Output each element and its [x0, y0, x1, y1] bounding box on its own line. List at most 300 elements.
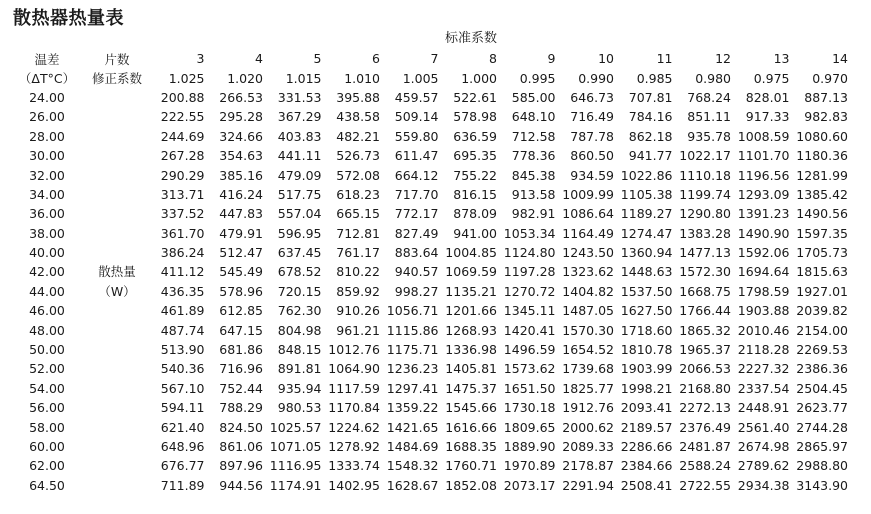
- heat-value-cell: 1815.63: [796, 264, 848, 280]
- heat-value-cell: 935.78: [687, 128, 731, 144]
- temp-diff-cell: 46.00: [29, 303, 65, 319]
- heat-value-cell: 438.58: [336, 109, 380, 125]
- coefficient-header-cell: 0.990: [578, 70, 614, 86]
- temp-diff-cell: 62.00: [29, 458, 65, 474]
- heat-value-cell: 1359.22: [386, 400, 439, 416]
- pieces-header-row: [9, 49, 851, 68]
- table-row: [9, 243, 851, 262]
- heat-value-cell: 1383.28: [679, 225, 731, 241]
- heat-value-cell: 1278.92: [328, 439, 380, 454]
- heat-value-cell: 647.15: [219, 322, 263, 338]
- heat-value-cell: 1477.13: [679, 245, 731, 261]
- heat-value-cell: 1730.18: [503, 400, 556, 416]
- heat-value-cell: 2376.49: [679, 419, 731, 435]
- temp-diff-cell: 42.00: [29, 264, 65, 280]
- heat-value-cell: 367.29: [277, 109, 322, 125]
- heat-value-cell: 1175.71: [386, 342, 439, 358]
- heat-value-cell: 1086.64: [562, 206, 614, 222]
- heat-value-cell: 778.36: [511, 148, 556, 164]
- heat-value-cell: 1053.34: [503, 225, 556, 241]
- heat-value-cell: 1105.38: [620, 186, 673, 202]
- heat-value-cell: 2722.55: [679, 477, 731, 493]
- heat-value-cell: 2073.17: [503, 477, 556, 493]
- heat-value-cell: 612.85: [219, 303, 263, 319]
- heat-value-cell: 637.45: [277, 245, 322, 261]
- heat-value-cell: 1475.37: [445, 380, 497, 396]
- heat-value-cell: 572.08: [336, 167, 380, 183]
- table-row: [9, 437, 851, 456]
- table-row: [9, 107, 851, 126]
- coefficient-header-cell: 0.995: [519, 70, 556, 86]
- heat-value-cell: 887.13: [804, 89, 848, 105]
- heat-value-cell: 540.36: [160, 361, 205, 377]
- heat-value-cell: 787.78: [570, 128, 614, 144]
- heat-value-cell: 717.70: [394, 186, 439, 202]
- pieces-header-cell: 7: [430, 51, 439, 67]
- coefficient-header-cell: 0.985: [636, 70, 673, 86]
- heat-value-cell: 1998.21: [620, 380, 673, 396]
- heat-value-cell: 980.53: [277, 400, 322, 416]
- heat-value-cell: 695.35: [453, 148, 497, 164]
- heat-value-cell: 1420.41: [503, 322, 556, 338]
- heat-value-cell: 998.27: [394, 283, 439, 299]
- heat-value-cell: 883.64: [394, 245, 439, 261]
- heat-value-cell: 2386.36: [796, 361, 848, 377]
- temp-diff-label: 温差: [34, 51, 60, 67]
- heat-value-cell: 1627.50: [620, 303, 673, 319]
- heat-value-cell: 1927.01: [796, 283, 848, 299]
- coefficient-header-cell: 1.010: [344, 70, 380, 86]
- pieces-header-cell: 11: [656, 51, 673, 67]
- heat-value-cell: 1970.89: [503, 458, 556, 474]
- heat-value-cell: 1688.35: [445, 439, 497, 454]
- heat-value-cell: 941.77: [628, 148, 673, 164]
- heat-value-cell: 1117.59: [328, 380, 380, 396]
- heat-value-cell: 1243.50: [562, 245, 614, 261]
- heat-value-cell: 636.59: [453, 128, 497, 144]
- heat-value-cell: 1810.78: [620, 342, 673, 358]
- heat-value-cell: 266.53: [219, 89, 263, 105]
- heat-value-cell: 1402.95: [328, 477, 380, 493]
- heat-value-cell: 2481.87: [679, 439, 731, 454]
- heat-value-cell: 1825.77: [562, 380, 614, 396]
- heat-value-cell: 2010.46: [737, 322, 790, 338]
- table-row: [9, 417, 851, 436]
- empty-cell: [85, 224, 149, 243]
- empty-cell: [85, 437, 149, 456]
- heat-value-cell: 1064.90: [328, 361, 380, 377]
- heat-value-cell: 1170.84: [328, 400, 380, 416]
- table-row: [9, 359, 851, 378]
- coefficient-header-cell: 1.015: [285, 70, 322, 86]
- heat-value-cell: 1592.06: [737, 245, 790, 261]
- heat-value-cell: 1965.37: [679, 342, 731, 358]
- table-row: [9, 320, 851, 339]
- coefficient-header-cell: 1.025: [168, 70, 205, 86]
- heat-value-cell: 1694.64: [737, 264, 790, 280]
- empty-cell: [85, 398, 149, 417]
- heat-value-cell: 1448.63: [620, 264, 673, 280]
- heat-value-cell: 1196.56: [737, 167, 790, 183]
- table-row: [9, 204, 851, 223]
- heat-value-cell: 2118.28: [737, 342, 790, 358]
- heat-value-cell: 2865.97: [796, 439, 848, 454]
- heat-value-cell: 982.91: [511, 206, 556, 222]
- heat-value-cell: 648.96: [160, 439, 205, 454]
- coefficient-header-cell: 1.000: [461, 70, 497, 86]
- heat-value-cell: 1012.76: [328, 342, 380, 358]
- heat-value-cell: 910.26: [336, 303, 380, 319]
- temp-diff-cell: 48.00: [29, 322, 65, 338]
- heat-value-cell: 1760.71: [445, 458, 497, 474]
- heat-value-cell: 891.81: [277, 361, 322, 377]
- empty-cell: [85, 359, 149, 378]
- heat-value-cell: 1174.91: [269, 477, 322, 493]
- heat-value-cell: 1385.42: [796, 186, 848, 202]
- heat-value-cell: 385.16: [219, 167, 263, 183]
- heat-value-cell: 1391.23: [737, 206, 790, 222]
- heat-value-cell: 1268.93: [445, 322, 497, 338]
- table-row: [9, 165, 851, 184]
- heat-value-cell: 487.74: [160, 322, 205, 338]
- table-row: [9, 127, 851, 146]
- heat-value-cell: 1270.72: [503, 283, 556, 299]
- heat-value-cell: 509.14: [394, 109, 439, 125]
- heat-value-cell: 2168.80: [679, 380, 731, 396]
- heat-value-cell: 1628.67: [386, 477, 439, 493]
- heat-value-cell: 2384.66: [620, 458, 673, 474]
- heat-value-cell: 1189.27: [620, 206, 673, 222]
- heat-value-cell: 244.69: [160, 128, 205, 144]
- table-row: [9, 262, 851, 281]
- heat-value-cell: 897.96: [219, 458, 263, 474]
- coefficient-header-cell: 0.970: [812, 70, 848, 86]
- heat-value-cell: 2000.62: [562, 419, 614, 435]
- heat-value-cell: 2744.28: [796, 419, 848, 435]
- coefficient-header-cell: 1.020: [227, 70, 263, 86]
- heat-value-cell: 768.24: [687, 89, 731, 105]
- temp-diff-cell: 50.00: [29, 342, 65, 358]
- empty-cell: [85, 320, 149, 339]
- temp-diff-cell: 30.00: [29, 148, 65, 164]
- temp-diff-cell: 58.00: [29, 419, 65, 435]
- heat-value-cell: 403.83: [277, 128, 322, 144]
- heat-value-cell: 2089.33: [562, 439, 614, 454]
- heat-value-cell: 1071.05: [269, 439, 322, 454]
- heat-value-cell: 1336.98: [445, 342, 497, 358]
- heat-value-cell: 361.70: [160, 225, 205, 241]
- temp-diff-cell: 28.00: [29, 128, 65, 144]
- pieces-header-cell: 6: [372, 51, 380, 67]
- heat-value-cell: 2291.94: [562, 477, 614, 493]
- temp-diff-cell: 24.00: [29, 89, 65, 105]
- heat-value-cell: 2623.77: [796, 400, 848, 416]
- heat-value-cell: 447.83: [219, 206, 263, 222]
- heat-value-cell: 716.96: [219, 361, 263, 377]
- heat-value-cell: 479.09: [277, 167, 322, 183]
- heat-value-cell: 386.24: [160, 245, 205, 261]
- heat-value-cell: 545.49: [219, 264, 263, 280]
- table-row: [9, 146, 851, 165]
- heat-value-cell: 2227.32: [737, 361, 790, 377]
- heat-value-cell: 762.30: [277, 303, 322, 319]
- heat-value-cell: 935.94: [277, 380, 322, 396]
- heat-value-cell: 1101.70: [737, 148, 790, 164]
- heat-value-cell: 1110.18: [679, 167, 731, 183]
- heat-value-cell: 678.52: [277, 264, 322, 280]
- empty-cell: [85, 417, 149, 436]
- heat-value-cell: 2269.53: [796, 342, 848, 358]
- heat-value-cell: 1405.81: [445, 361, 497, 377]
- empty-cell: [85, 165, 149, 184]
- heat-value-cell: 2093.41: [620, 400, 673, 416]
- temp-diff-cell: 56.00: [29, 400, 65, 416]
- heat-value-cell: 1545.66: [445, 400, 497, 416]
- pieces-header-cell: 10: [598, 51, 614, 67]
- heat-value-cell: 1124.80: [503, 245, 556, 261]
- heat-value-cell: 1274.47: [620, 225, 673, 241]
- heat-value-cell: 441.11: [277, 148, 322, 164]
- heat-value-cell: 1180.36: [796, 148, 848, 164]
- heat-value-cell: 681.86: [219, 342, 263, 358]
- heat-value-cell: 646.73: [570, 89, 614, 105]
- heat-value-cell: 2504.45: [796, 380, 848, 396]
- heat-value-cell: 827.49: [394, 225, 439, 241]
- temp-diff-unit: （ΔT°C）: [18, 71, 76, 87]
- heat-value-cell: 1115.86: [386, 322, 439, 338]
- heat-value-cell: 2272.13: [679, 400, 731, 416]
- heat-value-cell: 337.52: [160, 206, 205, 222]
- heat-value-cell: 331.53: [277, 89, 322, 105]
- heat-value-cell: 2039.82: [796, 303, 848, 319]
- pieces-header-cell: 14: [832, 51, 848, 67]
- side-label-cell: [85, 282, 149, 301]
- heat-value-cell: 1484.69: [386, 439, 439, 454]
- heat-value-cell: 1809.65: [503, 419, 556, 435]
- empty-cell: [85, 379, 149, 398]
- heat-value-cell: 621.40: [160, 419, 205, 435]
- heat-value-cell: 395.88: [336, 89, 380, 105]
- temp-diff-cell: 52.00: [29, 361, 65, 377]
- heat-value-cell: 578.98: [453, 109, 497, 125]
- heat-value-cell: 2508.41: [620, 477, 673, 493]
- heat-value-cell: 1404.82: [562, 283, 614, 299]
- heat-value-cell: 559.80: [394, 128, 439, 144]
- heat-value-cell: 1008.59: [737, 128, 790, 144]
- heat-value-cell: 944.56: [219, 477, 263, 493]
- temp-diff-cell: 40.00: [29, 245, 65, 261]
- table-title: 散热器热量表: [13, 8, 124, 29]
- heat-value-cell: 712.81: [336, 225, 380, 241]
- heat-value-cell: 648.10: [511, 109, 556, 125]
- heat-value-cell: 611.47: [394, 148, 439, 164]
- pieces-header-cell: 3: [196, 51, 205, 67]
- heat-output-table: [9, 49, 851, 495]
- heat-value-cell: 1360.94: [620, 245, 673, 261]
- heat-value-cell: 567.10: [160, 380, 205, 396]
- heat-value-cell: 752.44: [219, 380, 263, 396]
- heat-value-cell: 2337.54: [737, 380, 790, 396]
- heat-value-cell: 784.16: [628, 109, 673, 125]
- heat-value-cell: 2988.80: [796, 458, 848, 474]
- temp-diff-cell: 32.00: [29, 167, 65, 183]
- heat-value-cell: 2588.24: [679, 458, 731, 474]
- heat-value-cell: 1293.09: [737, 186, 790, 202]
- heat-value-cell: 940.57: [394, 264, 439, 280]
- heat-value-cell: 1487.05: [562, 303, 614, 319]
- heat-value-cell: 1004.85: [445, 245, 497, 261]
- heat-value-cell: 1496.59: [503, 342, 556, 358]
- heat-value-cell: 2674.98: [737, 439, 790, 454]
- table-row: [9, 340, 851, 359]
- heat-value-cell: 1333.74: [328, 458, 380, 474]
- heat-value-cell: 1345.11: [503, 303, 556, 319]
- pieces-header-cell: 5: [313, 51, 322, 67]
- heat-value-cell: 1852.08: [445, 477, 497, 493]
- heat-value-cell: 664.12: [394, 167, 439, 183]
- empty-cell: [85, 340, 149, 359]
- temp-diff-cell: 54.00: [29, 380, 65, 396]
- heat-value-cell: 1199.74: [679, 186, 731, 202]
- heat-value-cell: 222.55: [160, 109, 205, 125]
- heat-value-cell: 2934.38: [737, 477, 790, 493]
- heat-value-cell: 522.61: [453, 89, 497, 105]
- heat-value-cell: 1009.99: [562, 186, 614, 202]
- coefficient-header-row: [9, 68, 851, 87]
- pieces-header-cell: 13: [773, 51, 790, 67]
- heat-value-cell: 1912.76: [562, 400, 614, 416]
- table-row: [9, 224, 851, 243]
- heat-value-cell: 788.29: [219, 400, 263, 416]
- heat-value-cell: 324.66: [219, 128, 263, 144]
- table-row: [9, 88, 851, 107]
- heat-value-cell: 848.15: [277, 342, 322, 358]
- heat-value-cell: 712.58: [511, 128, 556, 144]
- heat-value-cell: 1490.56: [796, 206, 848, 222]
- temp-diff-cell: 64.50: [29, 477, 65, 493]
- heat-value-cell: 267.28: [160, 148, 205, 164]
- heat-value-cell: 578.96: [219, 283, 263, 299]
- heat-value-cell: 1224.62: [328, 419, 380, 435]
- heat-value-cell: 860.50: [570, 148, 614, 164]
- heat-value-cell: 1022.86: [620, 167, 673, 183]
- empty-cell: [85, 127, 149, 146]
- heat-value-cell: 845.38: [511, 167, 556, 183]
- heat-value-cell: 1025.57: [269, 419, 322, 435]
- heat-value-cell: 517.75: [277, 186, 322, 202]
- heat-value-cell: 961.21: [336, 322, 380, 338]
- coefficient-header-cell: 0.975: [753, 70, 790, 86]
- heat-value-cell: 1290.80: [679, 206, 731, 222]
- side-label-cell: [85, 262, 149, 281]
- heat-value-cell: 1705.73: [796, 245, 848, 261]
- heat-value-cell: 1116.95: [269, 458, 322, 474]
- heat-value-cell: 1323.62: [562, 264, 614, 280]
- heat-value-cell: 859.92: [336, 283, 380, 299]
- heat-value-cell: 816.15: [453, 186, 497, 202]
- heat-value-cell: 824.50: [219, 419, 263, 435]
- coefficient-header-cell: 1.005: [402, 70, 439, 86]
- heat-value-cell: 755.22: [453, 167, 497, 183]
- empty-cell: [85, 146, 149, 165]
- table-row: [9, 476, 851, 495]
- heat-value-cell: 295.28: [219, 109, 263, 125]
- heat-value-cell: 2789.62: [737, 458, 790, 474]
- heat-value-cell: 411.12: [160, 264, 205, 280]
- standard-coefficient-label: 标准系数: [444, 31, 497, 46]
- heat-value-cell: 1739.68: [562, 361, 614, 377]
- heat-value-cell: 1597.35: [796, 225, 848, 241]
- heat-value-cell: 1537.50: [620, 283, 673, 299]
- table-row: [9, 282, 851, 301]
- temp-diff-cell: 36.00: [29, 206, 65, 222]
- heat-value-cell: 851.11: [687, 109, 731, 125]
- heat-value-cell: 828.01: [745, 89, 790, 105]
- heat-value-cell: 526.73: [336, 148, 380, 164]
- heat-value-cell: 1490.90: [737, 225, 790, 241]
- table-row: [9, 456, 851, 475]
- heat-value-cell: 3143.90: [796, 477, 848, 493]
- heat-value-cell: 1865.32: [679, 322, 731, 338]
- pieces-label: 片数: [104, 51, 130, 67]
- heat-value-cell: 2154.00: [796, 322, 848, 338]
- heat-value-cell: 1056.71: [386, 303, 439, 319]
- table-row: [9, 185, 851, 204]
- heat-value-cell: 1903.99: [620, 361, 673, 377]
- heat-value-cell: 1572.30: [679, 264, 731, 280]
- heat-value-cell: 479.91: [219, 225, 263, 241]
- heat-output-label: 散热量: [98, 264, 136, 280]
- heat-value-cell: 711.89: [160, 477, 205, 493]
- heat-value-cell: 1573.62: [503, 361, 556, 377]
- temp-diff-cell: 26.00: [29, 109, 65, 125]
- heat-value-cell: 2178.87: [562, 458, 614, 474]
- pieces-header-cell: 12: [715, 51, 731, 67]
- heat-value-cell: 707.81: [628, 89, 673, 105]
- heat-value-cell: 2189.57: [620, 419, 673, 435]
- heat-value-cell: 941.00: [453, 225, 497, 241]
- temp-diff-cell: 34.00: [29, 186, 65, 202]
- heat-value-cell: 1718.60: [620, 322, 673, 338]
- heat-value-cell: 913.58: [511, 186, 556, 202]
- heat-value-cell: 1616.66: [445, 419, 497, 435]
- table-row: [9, 301, 851, 320]
- heat-value-cell: 461.89: [160, 303, 205, 319]
- temp-diff-cell: 60.00: [29, 439, 65, 454]
- heat-value-cell: 459.57: [394, 89, 439, 105]
- heat-value-cell: 2448.91: [737, 400, 790, 416]
- heat-value-cell: 1570.30: [562, 322, 614, 338]
- heat-value-cell: 436.35: [160, 283, 205, 299]
- empty-cell: [85, 456, 149, 475]
- heat-value-cell: 878.09: [453, 206, 497, 222]
- heat-value-cell: 1197.28: [503, 264, 556, 280]
- empty-cell: [85, 243, 149, 262]
- heat-value-cell: 1080.60: [796, 128, 848, 144]
- correction-label: 修正系数: [91, 71, 142, 87]
- heat-value-cell: 557.04: [277, 206, 322, 222]
- heat-value-cell: 1668.75: [679, 283, 731, 299]
- pieces-header-cell: 9: [547, 51, 556, 67]
- coefficient-header-cell: 0.980: [695, 70, 731, 86]
- empty-cell: [85, 301, 149, 320]
- heat-value-cell: 917.33: [745, 109, 790, 125]
- empty-cell: [85, 107, 149, 126]
- empty-cell: [85, 476, 149, 495]
- heat-value-cell: 1903.88: [737, 303, 790, 319]
- heat-value-cell: 482.21: [336, 128, 380, 144]
- heat-value-cell: 1201.66: [445, 303, 497, 319]
